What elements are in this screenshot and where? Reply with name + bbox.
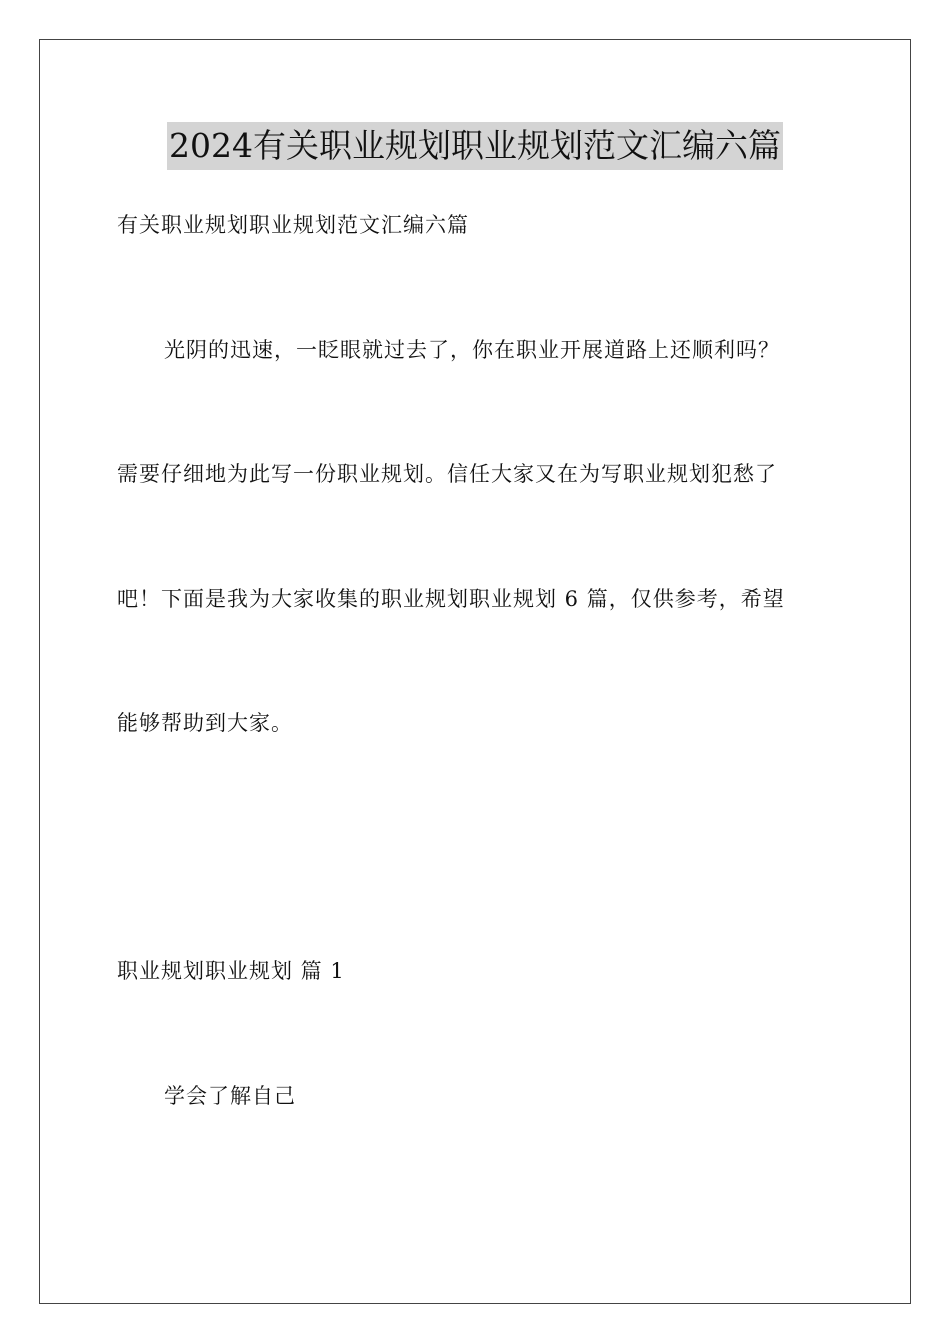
document-subtitle: 有关职业规划职业规划范文汇编六篇 <box>117 213 469 237</box>
intro-paragraph-line-1: 光阴的迅速，一眨眼就过去了，你在职业开展道路上还顺利吗？ <box>164 338 780 362</box>
intro-paragraph-line-4: 能够帮助到大家。 <box>117 711 293 735</box>
intro-paragraph-line-3: 吧！下面是我为大家收集的职业规划职业规划 6 篇，仅供参考，希望 <box>117 587 785 611</box>
document-title: 2024有关职业规划职业规划范文汇编六篇 <box>167 122 783 170</box>
section-heading: 职业规划职业规划 篇 1 <box>117 959 345 983</box>
intro-paragraph-line-2: 需要仔细地为此写一份职业规划。信任大家又在为写职业规划犯愁了 <box>117 462 777 486</box>
title-container <box>0 122 950 170</box>
section-first-line: 学会了解自己 <box>164 1084 296 1108</box>
